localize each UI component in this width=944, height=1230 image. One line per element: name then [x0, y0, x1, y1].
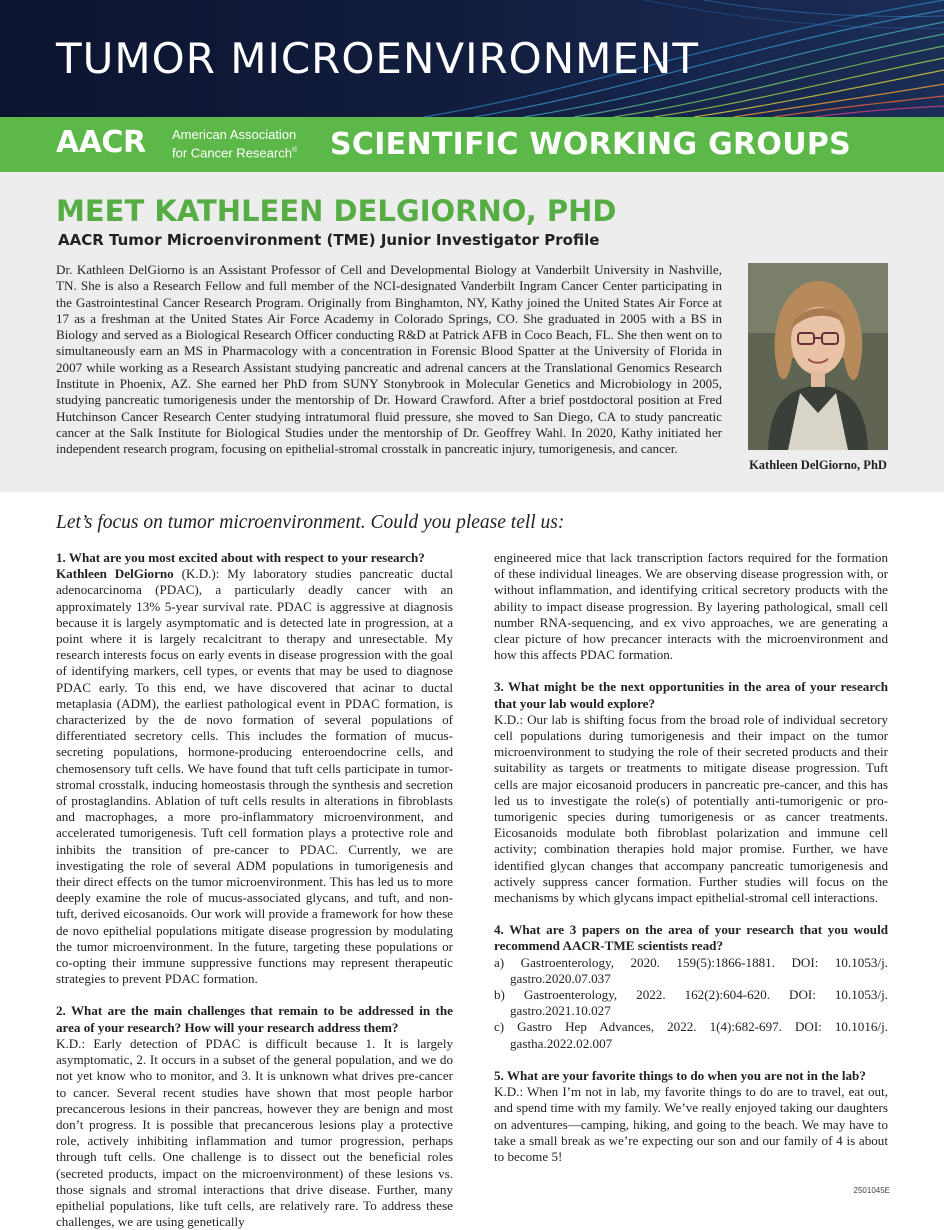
header-banner [0, 0, 944, 117]
profile-bio: Dr. Kathleen DelGiorno is an Assistant Professor of Cell and Developmental Biology at Vanderbilt University in Nashville, TN. She is also a Research Fellow and full member of the NCI-designated Vanderbilt Ingram Cancer Center participating in the Gastrointestinal Cancer Research Program. Originally from Binghamton, NY, Kathy joined the United States Air Force at 17 as a freshman at the United States Air Force Academy in Colorado Springs, CO. She graduated in 2005 with a BS in Biology and served as a Biological Research Officer conducting R&D at Patrick AFB in Coco Beach, FL. She then went on to simultaneously earn an MS in Pharmacology with a concentration in Forensic Blood Spatter at the University of Florida in 2007 while working as a Research Assistant studying pancreatic and adrenal cancers at the Translational Genomics Research Institute in Phoenix, AZ. She earned her PhD from SUNY Stonybrook in Molecular Genetics and Microbiology in 2005, studying pancreatic tumorigenesis under the mentorship of Dr. Howard Crawford. After a brief postdoctoral position at Fred Hutchinson Cancer Research Center studying intratumoral fluid pressure, she moved to San Diego, CA to study pancreatic cancer at the Salk Institute for Biological Studies under the mentorship of Dr. Geoffrey Wahl. In 2020, Kathy initiated her independent research program, focusing on epithelial-stromal crosstalk in pancreatic injury, tumorigenesis, and cancer. [56, 262, 722, 457]
aacr-logo: AACR [56, 125, 146, 160]
answer-3: K.D.: Our lab is shifting focus from the broad role of individual secretory cell populations during tumorigenesis and their impact on the tumor microenvironment to studying the role of their secreted products and their suitability as targets or treatments to mitigate disease progression. Tuft cells are major eicosanoid producers in pancreatic pre-cancer, and this has led us to investigate the role(s) of potentially anti-tumorigenic or pro-tumorigenic species during tumorigenesis or as cancer treatments. Eicosanoids modulate both fibroblast polarization and immune cell activity; combination therapies hold major promise. Further, we have identified glycan changes that accompany pancreatic tumorigenesis and actively suppress cancer formation. Further studies will focus on the mechanisms by which glycans impact epithelial-stromal cell interactions. [494, 711, 888, 906]
answer-2-part-2: engineered mice that lack transcription factors required for the formation of these individual lineages. We are observing disease progression with, or without inflammation, and identifying critical secretory products with the ability to impact disease progression. By layering pathological, small cell number RNA-sequencing, and ex vivo approaches, we are generating a clear picture of how precancer interacts with the microenvironment and how this affects PDAC formation. [494, 550, 888, 663]
portrait-photo [748, 263, 888, 450]
question-3: 3. What might be the next opportunities in the area of your research that your lab would explore? [494, 679, 888, 711]
document-code: 2501045E [853, 1186, 890, 1195]
logo-line-1: American Association [172, 127, 297, 142]
answer-2-part-1: K.D.: Early detection of PDAC is difficult because 1. It is largely asymptomatic, 2. It occurs in a subset of the general population, and we do not yet know who to monitor, and 3. It is unknown what drives pre-cancer to cancer. Several recent studies have shown that most people harbor precancerous lesions in their pancreas, however they are benign and most don’t progress. It is possible that precancerous lesions play a protective role, actively inhibiting inflammation and tumor progression, perhaps through tuft cells. One challenge is to dissect out the beneficial roles (secreted products, impact on the microenvironment) of these lesions vs. those signals and stromal interactions that drive disease. Further, many epithelial populations, like tuft cells, are relatively rare. To address these challenges, we are using genetically [56, 1035, 453, 1230]
page-title: TUMOR MICROENVIRONMENT [56, 34, 699, 83]
program-title: SCIENTIFIC WORKING GROUPS [330, 127, 852, 162]
reference-a: a) Gastroenterology, 2020. 159(5):1866-1881. DOI: 10.1053/j. gastro.2020.07.037 [494, 954, 888, 986]
column-right [494, 550, 888, 1165]
profile-subtitle: AACR Tumor Microenvironment (TME) Junior Investigator Profile [58, 231, 600, 249]
interview-intro: Let’s focus on tumor microenvironment. Could you please tell us: [56, 512, 565, 533]
aacr-logo-text [172, 127, 332, 161]
reference-b: b) Gastroenterology, 2022. 162(2):604-620. DOI: 10.1053/j. gastro.2021.10.027 [494, 987, 888, 1019]
answer-1-speaker: Kathleen DelGiorno [56, 566, 174, 582]
question-1: 1. What are you most excited about with respect to your research? [56, 550, 425, 565]
logo-line-2: for Cancer Research [172, 145, 292, 161]
question-2: 2. What are the main challenges that remain to be addressed in the area of your research? How will your research address them? [56, 1003, 453, 1035]
profile-name: MEET KATHLEEN DELGIORNO, PHD [56, 194, 617, 228]
column-left [56, 550, 453, 1230]
registered-mark: ® [291, 147, 298, 154]
question-4: 4. What are 3 papers on the area of your research that you would recommend AACR-TME scientists read? [494, 922, 888, 954]
question-5: 5. What are your favorite things to do when you are not in the lab? [494, 1067, 866, 1083]
photo-caption: Kathleen DelGiorno, PhD [749, 458, 887, 472]
answer-1-text: (K.D.): My laboratory studies pancreatic ductal adenocarcinoma (PDAC), a particularly deadly cancer with an approximately 13% 5-year survival rate. PDAC is aggressive at diagnosis because it is largely asymptomatic and is detected late in progression, at a point where it is largely recalcitrant to therapy and unresectable. My research interests focus on early events in disease progression with the goal of identifying markers, cell types, or events that may be used to diagnose PDAC early. To this end, we have discovered that acinar to ductal metaplasia (ADM), the earliest pathological event in PDAC formation, is characterized by the de novo formation of several populations of differentiated secretory cells. This includes the formation of mucus-secreting populations, hormone-producing enteroendocrine cells, and chemosensory tuft cells. We have found that tuft cells participate in tumor-stromal crosstalk, inducing homeostasis through the synthesis and secretion of prostaglandins. Ablation of tuft cells results in alterations in fibroblasts and macrophages, a more pro-inflammatory microenvironment, and accelerated tumorigenesis. Tuft cell formation plays a protective role and inhibits the transition of pre-cancer to PDAC. Currently, we are investigating the role of several ADM populations in tumorigenesis and their direct effects on the tumor microenvironment. This has led us to more deeply examine the role of mucus-associated glycans, and tuft, and non-tuft, derived eicosanoids. Our work will provide a framework for how these de novo epithelial populations mitigate disease progression by modulating the tumor microenvironment. In the future, targeting these populations or co-opting their immune suppressive functions may represent therapeutic strategies to prevent PDAC formation. [56, 566, 453, 987]
reference-c: c) Gastro Hep Advances, 2022. 1(4):682-697. DOI: 10.1016/j. gastha.2022.02.007 [494, 1019, 888, 1051]
answer-1 [56, 566, 453, 987]
answer-5: K.D.: When I’m not in lab, my favorite things to do are to travel, eat out, and spend time with my family. We’ve really enjoyed taking our daughters on adventures—camping, hiking, and going to the beach. We may have to take a small break as we’re expecting our son and our family of 4 is about to become 5! [494, 1084, 888, 1164]
portrait-illustration [748, 263, 888, 450]
